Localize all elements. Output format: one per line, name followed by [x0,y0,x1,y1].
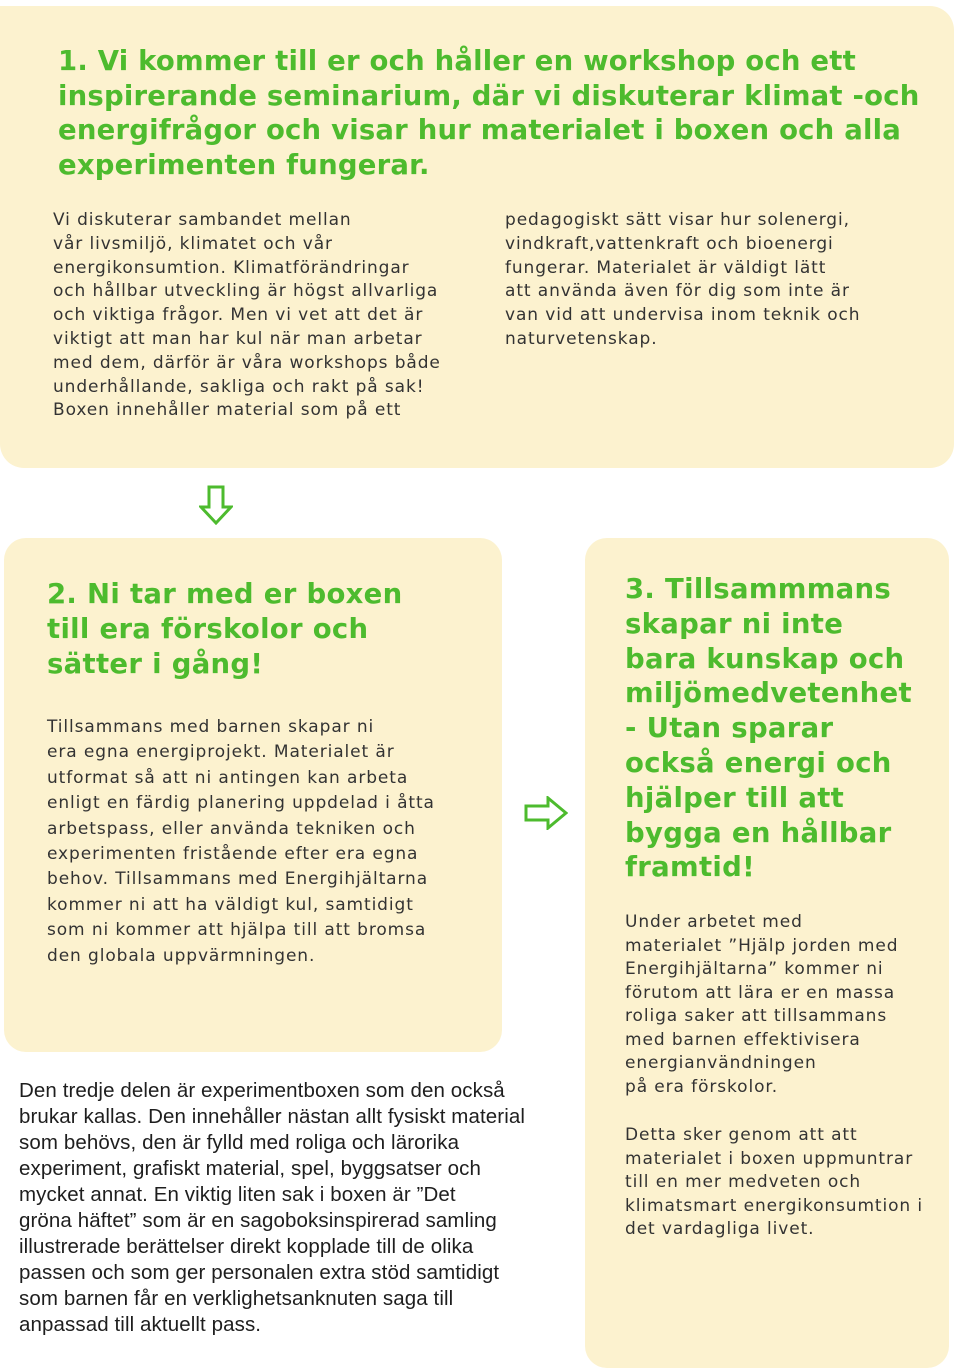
section-2-text: Tillsammans med barnen skapar ni era egna energiprojekt. Materialet är utformat så att ni antingen kan arbeta enligt en färdig planering uppdelad i åtta arbetspass, eller använda tekniken och experimenten fristående efter era egna behov. Tillsammans med Energihjältarna kommer ni att ha väldigt kul, samtidigt som ni kommer att hjälpa till att bromsa den globala uppvärmningen. [47,717,435,966]
arrow-down-icon [199,485,233,525]
section-1-heading: 1. Vi kommer till er och håller en workshop och ett inspirerande seminarium, där vi diskuterar klimat -och energifrågor och visar hur materialet i boxen och alla experimenten fungerar. [58,45,920,181]
section-3-text-a: Under arbetet med materialet ”Hjälp jorden med Energihjältarna” kommer ni förutom att lära er en massa roliga saker att tillsammans med barnen effektivisera energianvändningen på era förskolor. [625,912,899,1097]
experiment-box-description: Den tredje delen är experimentboxen som den också brukar kallas. Den innehåller nästan allt fysiskt material som behövs, den är fylld med roliga och lärorika experiment, grafiskt material, spel, byggsatser och mycket annat. En viktig liten sak i boxen är ”Det gröna häftet” som är en sagoboksinspirerad samling illustrerade berättelser direkt kopplade till de olika passen och som ger personalen extra stöd samtidigt som barnen får en verklighetsanknuten saga till anpassad till aktuellt pass. [19,1079,525,1336]
section-1-text-left: Vi diskuterar sambandet mellan vår livsmiljö, klimatet och vår energikonsumtion. Klimatförändringar och hållbar utveckling är högst allvarliga och viktiga frågor. Men vi vet att det är viktigt att man har kul när man arbetar med dem, därför är våra workshops både underhållande, sakliga och rakt på sak! Boxen innehåller material som på ett [53,210,441,421]
section-2-heading: 2. Ni tar med er boxen till era förskolor och sätter i gång! [47,578,403,680]
section-3-heading: 3. Tillsammmans skapar ni inte bara kunskap och miljömedvetenhet - Utan sparar också energi och hjälper till att bygga en hållbar framtid! [625,573,912,884]
section-3-text-b: Detta sker genom att att materialet i boxen uppmuntrar till en mer medveten och klimatsmart energikonsumtion i det vardagliga livet. [625,1125,924,1239]
arrow-right-icon [524,796,568,830]
section-1-text-right: pedagogiskt sätt visar hur solenergi, vindkraft,vattenkraft och bioenergi fungerar. Materialet är väldigt lätt att använda även för dig som inte är van vid att undervisa inom teknik och naturvetenskap. [505,210,861,349]
